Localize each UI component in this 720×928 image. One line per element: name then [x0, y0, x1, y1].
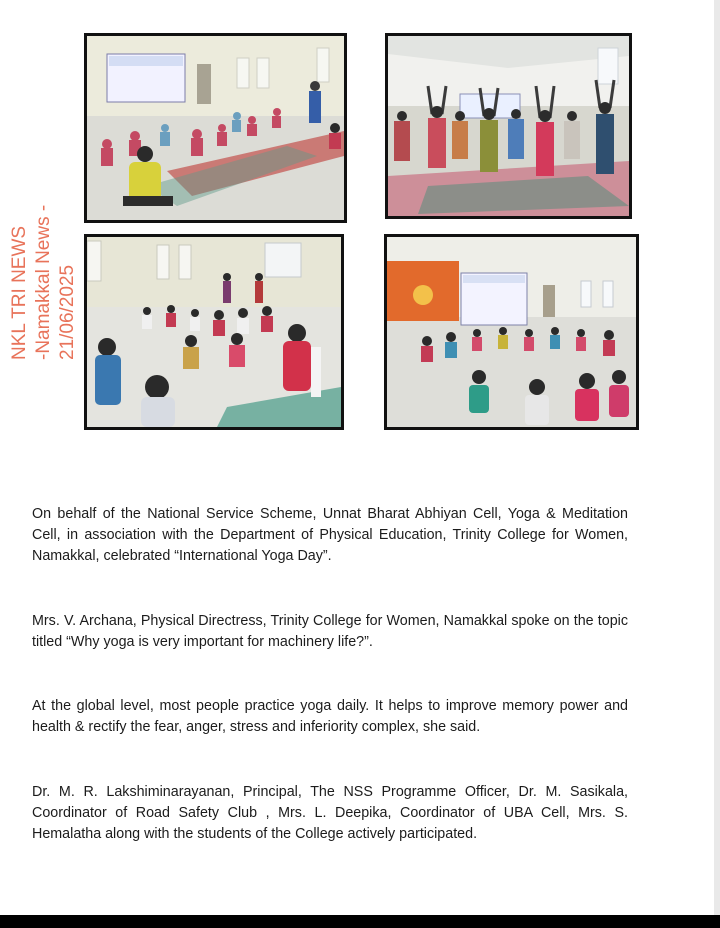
event-photo-seated-hall — [84, 33, 347, 223]
paragraph-benefits: At the global level, most people practice yoga daily. It helps to improve memory power and health & rectify the fear, anger, stress and inferiority complex, she said. — [32, 698, 628, 735]
paragraph-intro: On behalf of the National Service Scheme, Unnat Bharat Abhiyan Cell, Yoga & Meditation Cell, in association with the Department of Physical Education, Trinity College for Women, Namakkal, celebrated “International Yoga Day”. — [32, 506, 628, 564]
paragraph-participants: Dr. M. R. Lakshiminarayanan, Principal, The NSS Programme Officer, Dr. M. Sasikala, Coordinator of Road Safety Club , Mrs. L. Deepika, Coordinator of UBA Cell, Mrs. S. Hemalatha along with the students of the College actively participated. — [32, 784, 628, 842]
page-edge-shadow — [714, 0, 720, 915]
event-photo-yoga-banner-hall — [384, 234, 639, 430]
event-photo-standing-stretch — [385, 33, 632, 219]
bottom-bar — [0, 915, 720, 928]
watermark-line-1: NKL TRI NEWS — [9, 225, 30, 360]
watermark-line-3: 21/06/2025 — [57, 264, 78, 360]
paragraph-speaker: Mrs. V. Archana, Physical Directress, Trinity College for Women, Namakkal spoke on the topic titled “Why yoga is very important for machinery life?”. — [32, 613, 628, 650]
watermark-line-2: -Namakkal News - — [33, 204, 54, 360]
news-watermark — [8, 205, 80, 360]
event-photo-seated-rows — [84, 234, 344, 430]
